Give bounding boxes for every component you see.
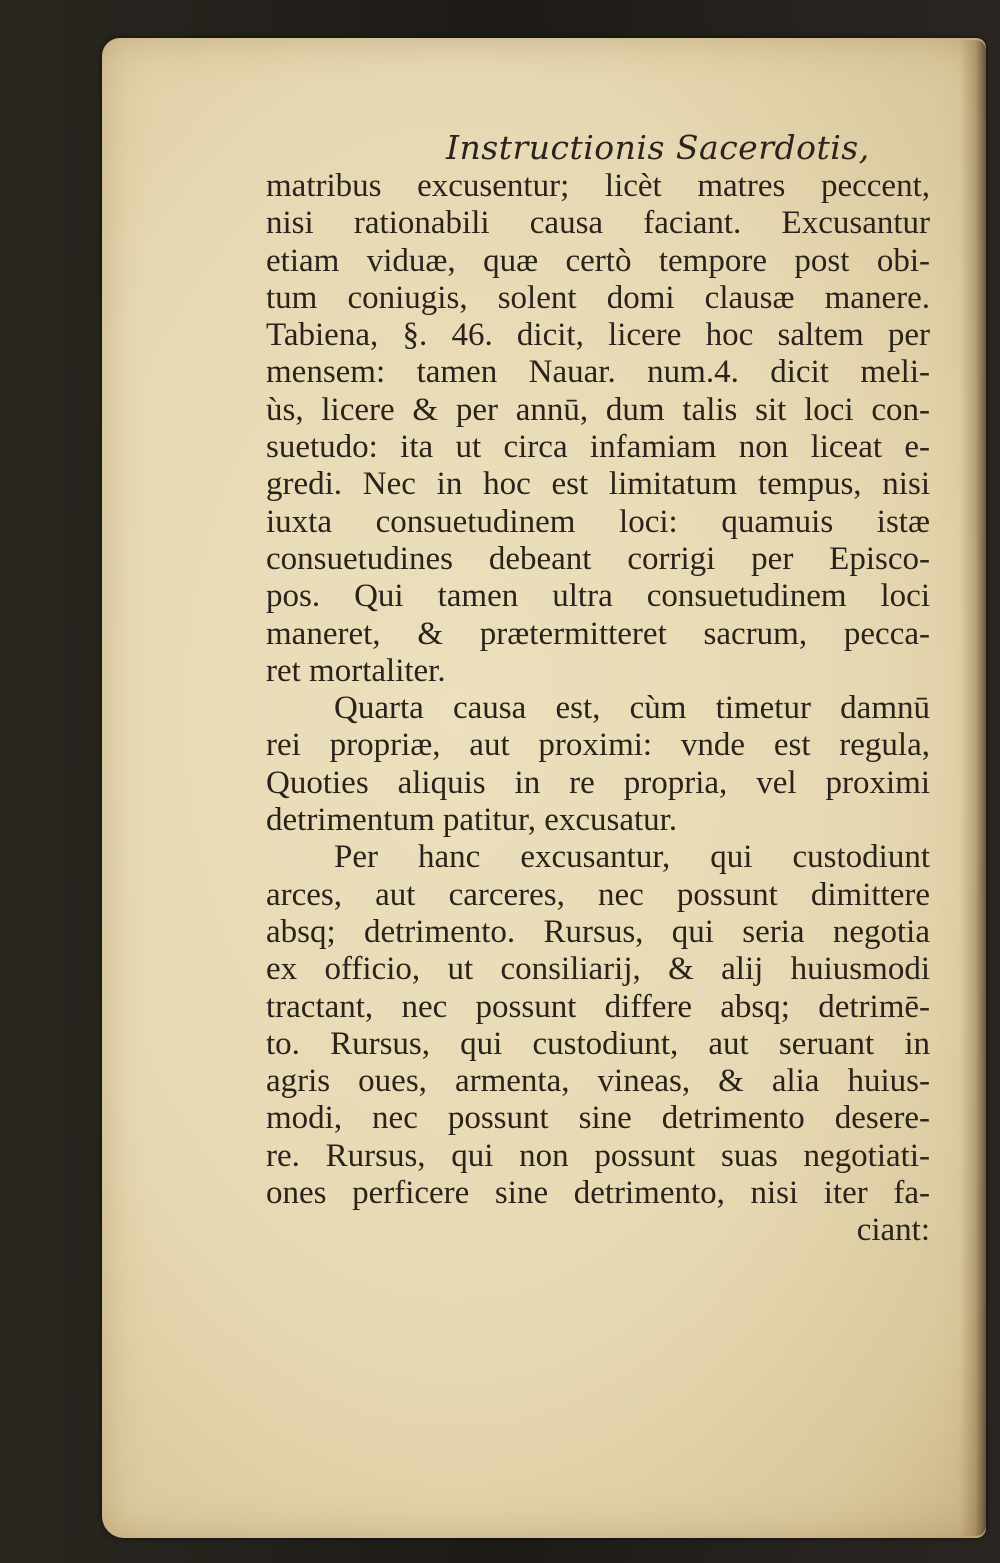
text-line: re. Rursus, qui non possunt suas negotiati- (266, 1137, 930, 1174)
text-line: tractant, nec possunt differe absq; detrimē- (266, 988, 930, 1025)
page-fore-edge (960, 40, 986, 1536)
text-line: arces, aut carceres, nec possunt dimittere (266, 876, 930, 913)
text-line: consuetudines debeant corrigi per Episco- (266, 540, 930, 577)
text-line: Quoties aliquis in re propria, vel proximi (266, 764, 930, 801)
text-line: suetudo: ita ut circa infamiam non liceat e- (266, 429, 930, 466)
text-line: detrimentum patitur, excusatur. (266, 802, 678, 839)
text-line: rei propriæ, aut proximi: vnde est regula, (266, 727, 930, 764)
paragraph-first-line: Per hanc excusantur, qui custodiunt (334, 839, 930, 876)
text-line: ex officio, ut consiliarij, & alij huiusmodi (266, 951, 930, 988)
text-line: Tabiena, §. 46. dicit, licere hoc saltem per (266, 317, 930, 354)
text-line: maneret, & prætermitteret sacrum, pecca- (266, 615, 930, 652)
text-line: mensem: tamen Nauar. num.4. dicit meli- (266, 354, 930, 391)
paragraph-first-line: Quarta causa est, cùm timetur damnū (334, 690, 930, 727)
catchword: ciant: (856, 1212, 930, 1249)
body-text (266, 168, 930, 1250)
running-head: Instructionis Sacerdotis, (446, 128, 870, 167)
text-line: modi, nec possunt sine detrimento desere- (266, 1100, 930, 1137)
text-line: iuxta consuetudinem loci: quamuis istæ (266, 503, 930, 540)
text-line: absq; detrimento. Rursus, qui seria negotia (266, 913, 930, 950)
text-line: matribus excusentur; licèt matres peccent, (266, 168, 930, 204)
text-line: ùs, licere & per annū, dum talis sit loci con- (266, 391, 930, 428)
text-line: ones perficere sine detrimento, nisi iter fa- (266, 1175, 930, 1212)
text-line: tum coniugis, solent domi clausæ manere. (266, 279, 930, 316)
text-line: to. Rursus, qui custodiunt, aut seruant in (266, 1025, 930, 1062)
text-line: agris oues, armenta, vineas, & alia huius- (266, 1063, 930, 1100)
text-line: nisi rationabili causa faciant. Excusantur (266, 205, 930, 242)
text-line: ret mortaliter. (266, 652, 446, 689)
text-line: etiam viduæ, quæ certò tempore post obi- (266, 242, 930, 279)
text-line: pos. Qui tamen ultra consuetudinem loci (266, 578, 930, 615)
text-line: gredi. Nec in hoc est limitatum tempus, nisi (266, 466, 930, 503)
